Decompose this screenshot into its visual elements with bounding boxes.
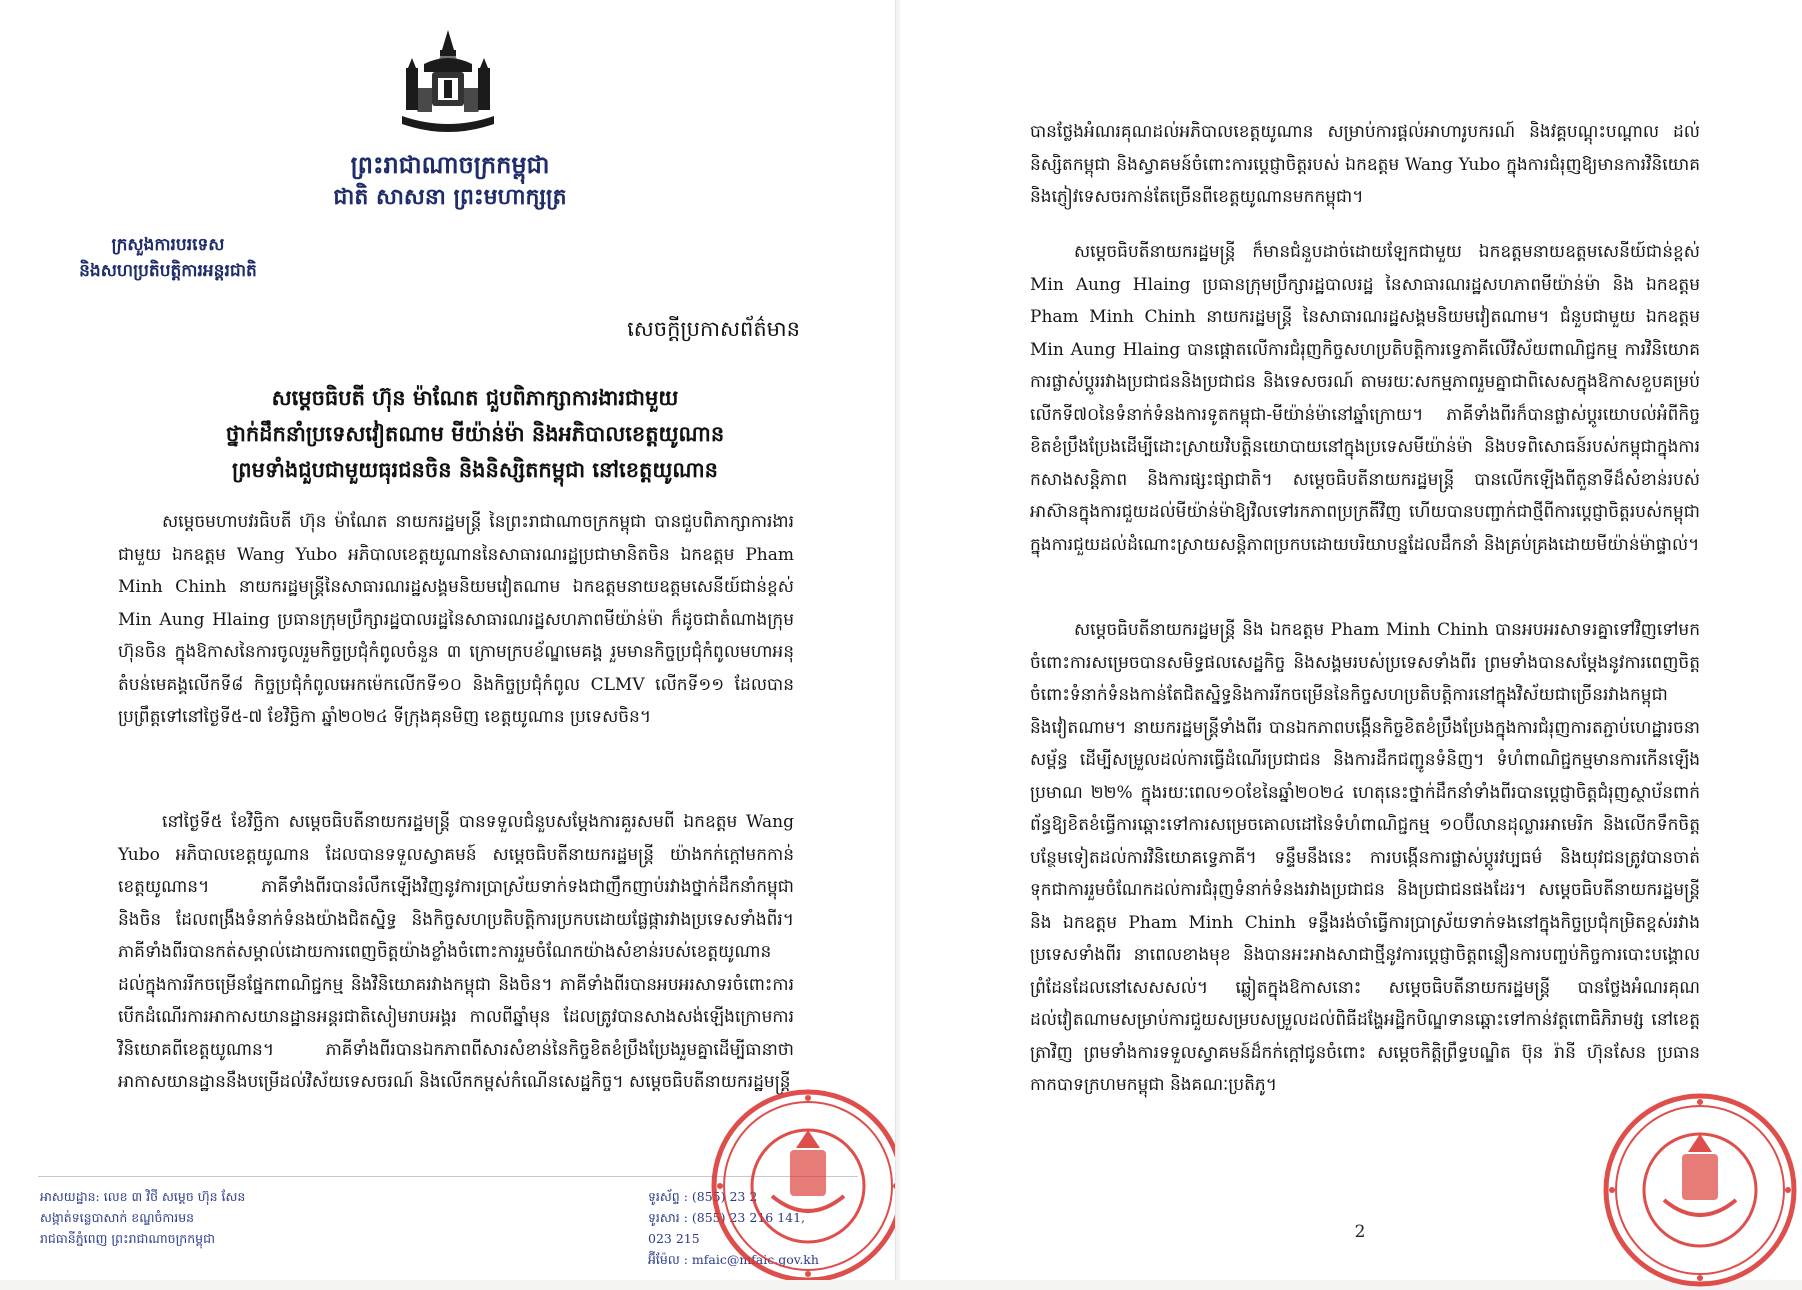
- fax-number: ទូរសារ : (855) 23 216 141, 023 215: [648, 1210, 806, 1246]
- ministry-seal-stamp-icon: [1600, 1090, 1800, 1290]
- press-release-headline: [150, 380, 800, 488]
- page-2: [900, 0, 1802, 1280]
- body-paragraph-1: សម្តេចមហាបវរធិបតី ហ៊ុន ម៉ាណែត នាយករដ្ឋមន្ត្រី នៃព្រះរាជាណាចក្រកម្ពុជា បានជួបពិភាក្សាការងារជាមួយ ឯកឧត្តម Wang Yubo អភិបាលខេត្តយូណាននៃសាធារណរដ្ឋប្រជាមានិតចិន ឯកឧត្តម Pham Minh Chinh នាយករដ្ឋមន្ត្រីនៃសាធារណរដ្ឋសង្គមនិយមវៀតណាម ឯកឧត្តមនាយឧត្តមសេនីយ៍ជាន់ខ្ពស់ Min Aung Hlaing ប្រធានក្រុមប្រឹក្សារដ្ឋបាលរដ្ឋនៃសាធារណរដ្ឋសហភាពមីយ៉ាន់ម៉ា ក៏ដូចជាតំណាងក្រុមហ៊ុនចិន ក្នុងឱកាសនៃការចូលរួមកិច្ចប្រជុំកំពូលចំនួន ៣ ក្រោមក្របខ័ណ្ឌមេគង្គ រួមមានកិច្ចប្រជុំកំពូលមហាអនុតំបន់មេគង្គលើកទី៨ កិច្ចប្រជុំកំពូលអេកម៉េកលើកទី១០ និងកិច្ចប្រជុំកំពូល CLMV លើកទី១១ ដែលបានប្រព្រឹត្តទៅនៅថ្ងៃទី៥-៧ ខែវិច្ឆិកា ឆ្នាំ២០២៤ ទីក្រុងគុនមិញ ខេត្តយូណាន ប្រទេសចិន។: [118, 512, 794, 727]
- ministry-line-2: និងសហប្រតិបត្តិការអន្តរជាតិ: [79, 261, 257, 281]
- phone-number: ទូរស័ព្ទ : (855) 23 2: [648, 1189, 758, 1204]
- headline-line-1: សម្តេចធិបតី ហ៊ុន ម៉ាណែត ជួបពិភាក្សាការងារជាមួយ: [271, 385, 679, 410]
- continued-paragraph: បានថ្លែងអំណរគុណដល់អភិបាលខេត្តយូណាន សម្រាប់ការផ្តល់អាហារូបករណ៍ និងវគ្គបណ្តុះបណ្តាល ដល់និស្សិតកម្ពុជា និងស្វាគមន៍ចំពោះការប្តេជ្ញាចិត្តរបស់ ឯកឧត្តម Wang Yubo ក្នុងការជំរុញឱ្យមានការវិនិយោគ និងភ្ញៀវទេសចរកាន់តែច្រើនពីខេត្តយូណានមកកម្ពុជា។: [1030, 122, 1700, 207]
- address-line-2: សង្កាត់ទន្លេបាសាក់ ខណ្ឌចំការមន: [40, 1210, 195, 1225]
- ministry-name: [58, 232, 278, 284]
- body-paragraph-4: សម្តេចធិបតីនាយករដ្ឋមន្ត្រី និង ឯកឧត្តម Pham Minh Chinh បានអបអរសាទរគ្នាទៅវិញទៅមកចំពោះការសម្រេចបានសមិទ្ធផលសេដ្ឋកិច្ច និងសង្គមរបស់ប្រទេសទាំងពីរ ព្រមទាំងបានសម្តែងនូវការពេញចិត្តចំពោះទំនាក់ទំនងកាន់តែជិតស្និទ្ធនិងការរីកចម្រើននៃកិច្ចសហប្រតិបត្តិការនៅក្នុងវិស័យជាច្រើនរវាងកម្ពុជា និងវៀតណាម។ នាយករដ្ឋមន្ត្រីទាំងពីរ បានឯកភាពបង្កើនកិច្ចខិតខំប្រឹងប្រែងក្នុងការជំរុញការតភ្ជាប់ហេដ្ឋារចនាសម្ព័ន្ធ ដើម្បីសម្រួលដល់ការធ្វើដំណើរប្រជាជន និងការដឹកជញ្ជូនទំនិញ។ ទំហំពាណិជ្ជកម្មមានការកើនឡើងប្រមាណ ២២% ក្នុងរយៈពេល១០ខែនៃឆ្នាំ២០២៤ ហេតុនេះថ្នាក់ដឹកនាំទាំងពីរបានប្តេជ្ញាចិត្តជំរុញស្ថាប័នពាក់ព័ន្ធឱ្យខិតខំធ្វើការឆ្ពោះទៅការសម្រេចគោលដៅនៃទំហំពាណិជ្ជកម្ម ១០ប៊ីលានដុល្លារអាមេរិក និងលើកទឹកចិត្តបន្ថែមទៀតដល់ការវិនិយោគទ្វេភាគី។ ទន្ទឹមនឹងនេះ ការបង្កើនការផ្លាស់ប្តូរវប្បធម៌ និងយុវជនត្រូវបានចាត់ទុកជាការរួមចំណែកដល់ការជំរុញទំនាក់ទំនងរវាងប្រជាជន និងប្រជាជនផងដែរ។ សម្តេចធិបតីនាយករដ្ឋមន្ត្រី និង ឯកឧត្តម Pham Minh Chinh ទន្ទឹងរង់ចាំធ្វើការប្រាស្រ័យទាក់ទងនៅក្នុងកិច្ចប្រជុំកម្រិតខ្ពស់រវាងប្រទេសទាំងពីរ នាពេលខាងមុខ និងបានអះអាងសាជាថ្មីនូវការប្តេជ្ញាចិត្តពន្លឿនការបញ្ចប់កិច្ចការបោះបង្គោលព្រំដែនដែលនៅសេសសល់។ ឆ្លៀតក្នុងឱកាសនោះ សម្តេចធិបតីនាយករដ្ឋមន្ត្រី បានថ្លែងអំណរគុណដល់វៀតណាមសម្រាប់ការជួយសម្របសម្រួលដល់ពិធីដង្ហែអដ្ឋិកបិណ្ឌទានឆ្ពោះទៅកាន់វត្តពោធិភិរាមវ្ស នៅខេត្តត្រាវិញ ព្រមទាំងការទទួលស្វាគមន៍ដ៏កក់ក្តៅជូនចំពោះ សម្តេចកិត្តិព្រឹទ្ធបណ្ឌិត ប៊ុន រ៉ានី ហ៊ុនសែន ប្រធានកាកបាទក្រហមកម្ពុជា និងគណៈប្រតិភូ។: [1030, 620, 1700, 1095]
- document-type-label: សេចក្តីប្រកាសព័ត៌មាន: [627, 317, 800, 341]
- headline-line-2: ថ្នាក់ដឹកនាំប្រទេសវៀតណាម មីយ៉ាន់ម៉ា និងអភិបាលខេត្តយូណាន: [225, 421, 725, 446]
- kingdom-motto: ជាតិ សាសនា ព្រះមហាក្សត្រ: [333, 184, 567, 210]
- address-line-1: អាសយដ្ឋាន: លេខ ៣ វិថី សម្តេច ហ៊ុន សែន: [40, 1189, 246, 1204]
- body-paragraph-2: នៅថ្ងៃទី៥ ខែវិច្ឆិកា សម្តេចធិបតីនាយករដ្ឋមន្ត្រី បានទទួលជំនួបសម្តែងការគួរសមពី ឯកឧត្តម Wang Yubo អភិបាលខេត្តយូណាន ដែលបានទទួលស្វាគមន៍ សម្តេចធិបតីនាយករដ្ឋមន្ត្រី យ៉ាងកក់ក្តៅមកកាន់ខេត្តយូណាន។ ភាគីទាំងពីរបានរំលឹកឡើងវិញនូវការប្រាស្រ័យទាក់ទងជាញឹកញាប់រវាងថ្នាក់ដឹកនាំកម្ពុជា និងចិន ដែលពង្រឹងទំនាក់ទំនងយ៉ាងជិតស្និទ្ធ និងកិច្ចសហប្រតិបត្តិការប្រកបដោយផ្លែផ្ការវាងប្រទេសទាំងពីរ។ ភាគីទាំងពីរបានកត់សម្គាល់ដោយការពេញចិត្តយ៉ាងខ្លាំងចំពោះការរួមចំណែកយ៉ាងសំខាន់របស់ខេត្តយូណាន ដល់ក្នុងការរីកចម្រើនផ្នែកពាណិជ្ជកម្ម និងវិនិយោគរវាងកម្ពុជា និងចិន។ ភាគីទាំងពីរបានអបអរសាទរចំពោះការបើកដំណើរការអាកាសយានដ្ឋានអន្តរជាតិសៀមរាបអង្គរ កាលពីឆ្នាំមុន ដែលត្រូវបានសាងសង់ឡើងក្រោមការវិនិយោគពីខេត្តយូណាន។ ភាគីទាំងពីរបានឯកភាពពីសារសំខាន់នៃកិច្ចខិតខំប្រឹងប្រែងរួមគ្នាដើម្បីធានាថាអាកាសយានដ្ឋាននឹងបម្រើដល់វិស័យទេសចរណ៍ និងលើកកម្ពស់កំណើនសេដ្ឋកិច្ច។ សម្តេចធិបតីនាយករដ្ឋមន្ត្រី: [118, 812, 794, 1092]
- body-paragraph-3: សម្តេចធិបតីនាយករដ្ឋមន្ត្រី ក៏មានជំនួបដាច់ដោយឡែកជាមួយ ឯកឧត្តមនាយឧត្តមសេនីយ៍ជាន់ខ្ពស់ Min Aung Hlaing ប្រធានក្រុមប្រឹក្សារដ្ឋបាលរដ្ឋ នៃសាធារណរដ្ឋសហភាពមីយ៉ាន់ម៉ា និង ឯកឧត្តម Pham Minh Chinh នាយករដ្ឋមន្ត្រី នៃសាធារណរដ្ឋសង្គមនិយមវៀតណាម។ ជំនួបជាមួយ ឯកឧត្តម Min Aung Hlaing បានផ្តោតលើការជំរុញកិច្ចសហប្រតិបត្តិការទ្វេភាគីលើវិស័យពាណិជ្ជកម្ម ការវិនិយោគ ការផ្លាស់ប្តូររវាងប្រជាជននិងប្រជាជន និងទេសចរណ៍ តាមរយៈសកម្មភាពរួមគ្នាជាពិសេសក្នុងឱកាសខួបគម្រប់លើកទី៧០នៃទំនាក់ទំនងការទូតកម្ពុជា-មីយ៉ាន់ម៉ានៅឆ្នាំក្រោយ។ ភាគីទាំងពីរក៏បានផ្លាស់ប្តូរយោបល់អំពីកិច្ចខិតខំប្រឹងប្រែងដើម្បីដោះស្រាយវិបត្តិនយោបាយនៅក្នុងប្រទេសមីយ៉ាន់ម៉ា និងបទពិសោធន៍របស់កម្ពុជាក្នុងការកសាងសន្តិភាព និងការផ្សះផ្សាជាតិ។ សម្តេចធិបតីនាយករដ្ឋមន្ត្រី បានលើកឡើងពីតួនាទីដ៏សំខាន់របស់អាស៊ានក្នុងការជួយដល់មីយ៉ាន់ម៉ាឱ្យវិលទៅរកភាពប្រក្រតីវិញ ហើយបានបញ្ជាក់ជាថ្មីពីការប្តេជ្ញាចិត្តរបស់កម្ពុជាក្នុងការជួយដល់ដំណោះស្រាយសន្តិភាពប្រកបដោយបរិយាបន្នដែលដឹកនាំ និងគ្រប់គ្រងដោយមីយ៉ាន់ម៉ាផ្ទាល់។: [1030, 242, 1700, 555]
- page-1: [0, 0, 896, 1280]
- royal-coat-of-arms-icon: [388, 28, 508, 140]
- ministry-seal-stamp-icon: [708, 1086, 896, 1280]
- kingdom-name: ព្រះរាជាណាចក្រកម្ពុជា: [350, 150, 550, 179]
- ministry-line-1: ក្រសួងការបរទេស: [111, 235, 225, 255]
- email-address: អ៊ីម៉ែល : mfaic@mfaic.gov.kh: [648, 1252, 819, 1267]
- footer-address: [40, 1186, 340, 1249]
- headline-line-3: ព្រមទាំងជួបជាមួយធុរជនចិន និងនិស្សិតកម្ពុជា នៅខេត្តយូណាន: [232, 457, 718, 482]
- address-line-3: រាជធានីភ្នំពេញ ព្រះរាជាណាចក្រកម្ពុជា: [40, 1231, 215, 1246]
- kingdom-heading: [250, 148, 650, 212]
- page-number: 2: [1354, 1222, 1366, 1242]
